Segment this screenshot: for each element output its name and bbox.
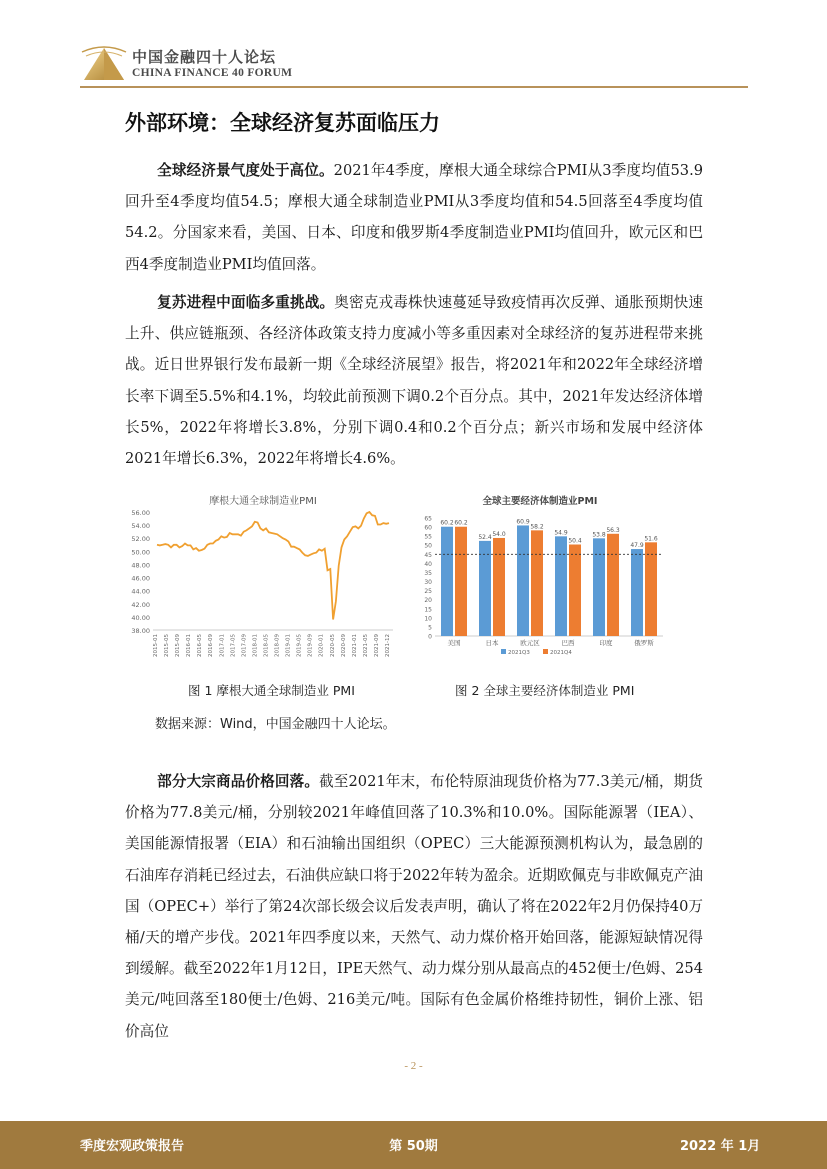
paragraph-2-text: 奥密克戎毒株快速蔓延导致疫情再次反弹、通胀预期快速上升、供应链瓶颈、各经济体政策支持力度减小等多重因素对全球经济的复苏进程带来挑战。近日世界银行发布最新一期《全球经济展望》报告，将2021年和2022年全球经济增长率下调至5.5%和4.1%，均较此前预测下调0.2个百分点。其中，2021年发达经济体增长5%，2022年将增长3.8%，分别下调0.4和0.2个百分点；新兴市场和发展中经济体2021年增长6.3%，2022年将增长4.6%。 xyxy=(125,294,703,468)
chart1-ytick-label: 50.00 xyxy=(131,548,150,557)
chart1-xtick-label: 2015-01 xyxy=(153,634,159,657)
chart1-xtick-label: 2019-09 xyxy=(307,634,314,657)
logo-english-name: CHINA FINANCE 40 FORUM xyxy=(132,67,293,79)
chart1-ytick-label: 54.00 xyxy=(131,522,150,531)
chart2-ytick-label: 50 xyxy=(424,542,432,550)
footer-bar xyxy=(0,1121,827,1169)
paragraph-1 xyxy=(125,155,703,280)
chart1-xtick-label: 2021-01 xyxy=(351,634,358,657)
chart2-ytick-label: 35 xyxy=(424,569,432,577)
chart2-ytick-label: 15 xyxy=(424,606,432,614)
chart2-ytick-label: 60 xyxy=(424,524,432,532)
chart1-xtick-label: 2018-01 xyxy=(252,634,259,657)
chart2-bar xyxy=(555,536,567,636)
chart2-bar-value-label: 52.4 xyxy=(478,533,492,541)
chart1-xtick-label: 2021-09 xyxy=(373,634,380,657)
chart2-ytick-label: 20 xyxy=(424,597,432,605)
chart2-bar-value-label: 53.8 xyxy=(592,531,606,539)
chart2-ytick-label: 5 xyxy=(428,624,432,632)
section-title: 外部环境：全球经济复苏面临压力 xyxy=(125,111,440,135)
chart2-bar xyxy=(569,545,581,636)
paragraph-3-text: 截至2021年末，布伦特原油现货价格为77.3美元/桶，期货价格为77.8美元/桶，分别较2021年峰值回落了10.3%和10.0%。国际能源署（IEA）、美国能源情报署（EIA）和石油输出国组织（OPEC）三大能源预测机构认为，最急剧的石油库存消耗已经过去，石油供应缺口将于2022年转为盈余。近期欧佩克与非欧佩克产油国（OPEC+）举行了第24次部长级会议后发表声明，确认了将在2022年2月仍保持40万桶/天的增产步伐。2021年四季度以来，天然气、动力煤价格开始回落，能源短缺情况得到缓解。截至2022年1月12日，IPE天然气、动力煤分别从最高点的452便士/色姆、254美元/吨回落至180便士/色姆、216美元/吨。国际有色金属价格维持韧性，铜价上涨、铝价高位 xyxy=(125,773,703,1040)
chart2-bar xyxy=(441,527,453,636)
paragraph-1-text: 2021年4季度，摩根大通全球综合PMI从3季度均值53.9回升至4季度均值54.5；摩根大通全球制造业PMI从3季度均值和54.5回落至4季度均值54.2。分国家来看，美国、日本、印度和俄罗斯4季度制造业PMI均值回升，欧元区和巴西4季度制造业PMI均值回落。 xyxy=(125,162,703,273)
chart2-bar xyxy=(517,525,529,636)
chart2-bar-value-label: 51.6 xyxy=(644,535,658,543)
chart2-ytick-label: 30 xyxy=(424,579,432,587)
chart1-ytick-label: 48.00 xyxy=(131,561,150,570)
chart2-bar-value-label: 60.2 xyxy=(440,519,454,527)
chart1-xtick-label: 2015-05 xyxy=(164,634,171,657)
chart2-ytick-label: 65 xyxy=(424,515,432,523)
footer-report-name: 季度宏观政策报告 xyxy=(80,1139,185,1154)
paragraph-2-lead: 复苏进程中面临多重挑战。 xyxy=(157,294,335,311)
header-logo xyxy=(80,42,310,86)
chart2-ytick-label: 10 xyxy=(424,615,432,623)
footer-date: 2022 年 1月 xyxy=(680,1139,761,1154)
chart1-ytick-label: 38.00 xyxy=(131,627,150,635)
chart2-bar-value-label: 54.0 xyxy=(492,530,506,538)
source-note: 数据来源：Wind，中国金融四十人论坛。 xyxy=(155,717,396,732)
chart1-xtick-label: 2020-09 xyxy=(340,634,347,657)
chart1-ytick-label: 56.00 xyxy=(131,509,150,517)
chart1-xtick-label: 2016-01 xyxy=(186,634,193,657)
chart2-bar-value-label: 54.9 xyxy=(554,529,568,537)
chart2-bar xyxy=(607,534,619,636)
chart2-bar xyxy=(631,549,643,636)
chart1-xtick-label: 2018-09 xyxy=(274,634,281,657)
chart2-legend-swatch xyxy=(501,649,506,654)
paragraph-1-lead: 全球经济景气度处于高位。 xyxy=(157,162,334,179)
chart1-xtick-label: 2015-09 xyxy=(175,634,182,657)
chart2-bar-value-label: 50.4 xyxy=(568,537,582,545)
chart1-xtick-label: 2016-09 xyxy=(208,634,215,657)
paragraph-3-lead: 部分大宗商品价格回落。 xyxy=(157,773,320,790)
chart2-category-label: 美国 xyxy=(447,639,461,647)
figure-2-caption: 图 2 全球主要经济体制造业 PMI xyxy=(455,683,635,698)
chart2-bar-value-label: 47.9 xyxy=(630,542,644,550)
chart2-bar-value-label: 58.2 xyxy=(530,523,544,531)
chart1-xtick-label: 2019-01 xyxy=(285,634,292,657)
chart2-bar xyxy=(493,538,505,636)
chart1-ytick-label: 44.00 xyxy=(131,587,150,596)
chart2-category-label: 日本 xyxy=(485,639,499,647)
page-number: - 2 - xyxy=(404,1060,423,1072)
chart1-title: 摩根大通全球制造业PMI xyxy=(209,496,317,507)
figure-1-caption: 图 1 摩根大通全球制造业 PMI xyxy=(188,683,355,698)
chart2-bar xyxy=(531,530,543,636)
chart1-xtick-label: 2019-05 xyxy=(296,634,303,657)
chart1-xtick-label: 2017-01 xyxy=(219,634,226,657)
chart2-legend-swatch xyxy=(543,649,548,654)
chart2-bar-value-label: 56.3 xyxy=(606,526,620,534)
chart2-bar-value-label: 60.2 xyxy=(454,519,468,527)
chart2-category-label: 印度 xyxy=(599,639,613,647)
economies-pmi-bar-chart xyxy=(415,490,670,670)
chart2-bar xyxy=(645,542,657,636)
chart2-category-label: 欧元区 xyxy=(520,639,540,647)
chart1-xtick-label: 2021-12 xyxy=(385,634,391,657)
chart1-xtick-label: 2017-09 xyxy=(241,634,248,657)
chart2-category-label: 俄罗斯 xyxy=(634,639,654,647)
chart1-xtick-label: 2017-05 xyxy=(230,634,237,657)
chart2-ytick-label: 40 xyxy=(424,560,432,568)
chart2-bar-value-label: 60.9 xyxy=(516,518,530,526)
chart2-ytick-label: 55 xyxy=(424,533,432,541)
pyramid-logo-icon xyxy=(80,42,128,84)
chart2-ytick-label: 45 xyxy=(424,551,432,559)
chart2-ytick-label: 25 xyxy=(424,588,432,596)
chart1-ytick-label: 42.00 xyxy=(131,600,150,609)
paragraph-3 xyxy=(125,766,703,1047)
chart1-xtick-label: 2020-05 xyxy=(329,634,336,657)
chart2-bar xyxy=(455,527,467,636)
chart1-ytick-label: 52.00 xyxy=(131,535,150,544)
chart2-ytick-label: 0 xyxy=(428,633,432,641)
pmi-line-chart xyxy=(125,490,400,670)
paragraph-2 xyxy=(125,287,703,474)
footer-issue: 第 50期 xyxy=(389,1139,438,1154)
chart2-legend-label: 2021Q3 xyxy=(508,650,530,656)
chart2-bar xyxy=(479,541,491,636)
chart1-ytick-label: 46.00 xyxy=(131,574,150,583)
chart2-legend-label: 2021Q4 xyxy=(550,650,572,656)
chart2-title: 全球主要经济体制造业PMI xyxy=(482,496,598,507)
chart1-xtick-label: 2021-05 xyxy=(362,634,369,657)
chart2-category-label: 巴西 xyxy=(561,639,575,647)
logo-chinese-name: 中国金融四十人论坛 xyxy=(132,48,277,66)
chart2-bar xyxy=(593,538,605,636)
chart1-pmi-series-line xyxy=(157,512,389,620)
chart1-ytick-label: 40.00 xyxy=(131,613,150,622)
chart1-xtick-label: 2016-05 xyxy=(197,634,204,657)
chart1-xtick-label: 2020-01 xyxy=(318,634,325,657)
header-divider xyxy=(80,86,748,88)
chart1-xtick-label: 2018-05 xyxy=(263,634,270,657)
